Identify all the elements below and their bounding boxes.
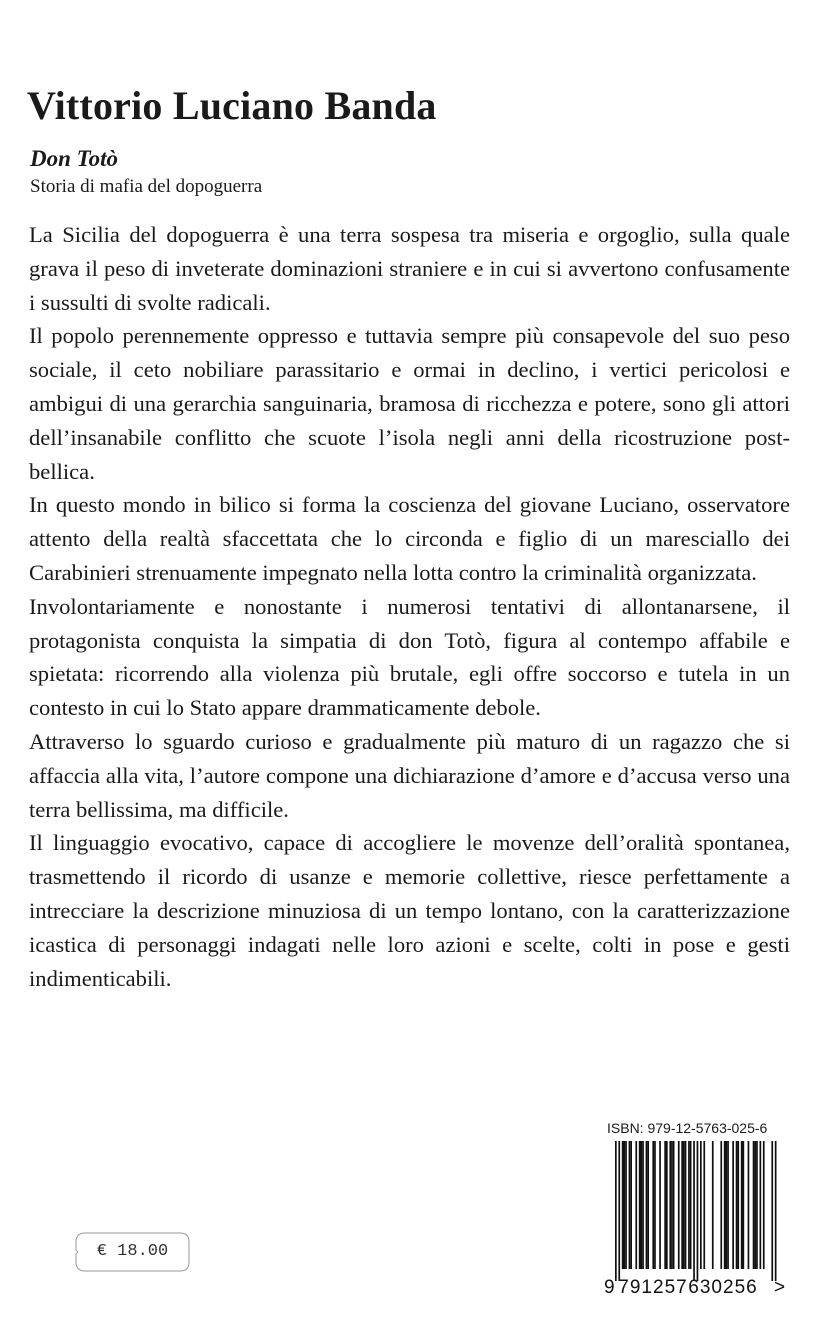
barcode-bar	[630, 1141, 632, 1269]
barcode-bar	[760, 1141, 762, 1269]
barcode-bar	[690, 1141, 692, 1269]
barcode-bar	[671, 1141, 673, 1269]
barcode-bar	[703, 1141, 705, 1269]
blurb-paragraph: Attraverso lo sguardo curioso e gradualmente più maturo di un ragazzo che si affaccia alla vita, l’autore compone una dichiarazione d’amore e d’accusa verso una terra bellissima, ma difficile.	[29, 728, 790, 822]
barcode-right-digits: 630256	[688, 1277, 758, 1298]
barcode-bar	[736, 1141, 738, 1269]
barcode-bar	[669, 1141, 671, 1269]
barcode-bar	[654, 1141, 656, 1269]
price-label: € 18.00	[96, 1242, 169, 1261]
barcode-quiet-marker: >	[774, 1277, 786, 1298]
barcode-bar	[683, 1141, 685, 1269]
barcode-bar	[748, 1141, 750, 1269]
author-name: Vittorio Luciano Banda	[27, 83, 437, 128]
book-subtitle: Storia di mafia del dopoguerra	[30, 176, 263, 197]
barcode-bar	[771, 1141, 773, 1281]
barcode-bar	[673, 1141, 675, 1269]
barcode-bar	[647, 1141, 649, 1269]
barcode-bar	[737, 1141, 739, 1269]
isbn-barcode	[600, 1141, 788, 1298]
barcode-bar	[625, 1141, 627, 1269]
blurb-paragraph: Involontariamente e nonostante i numerosi tentativi di allontanarsene, il protagonista conquista la simpatia di don Totò, figura al contempo affabile e spietata: ricorrendo alla violenza più brutale, egli offre soccorso e tutela in un contesto in cui lo Stato appare drammaticamente debole.	[29, 593, 790, 721]
barcode-bar	[726, 1141, 728, 1269]
barcode-bar	[678, 1141, 680, 1269]
barcode-bar	[727, 1141, 729, 1269]
barcode-bar	[666, 1141, 668, 1269]
blurb-paragraph: In questo mondo in bilico si forma la coscienza del giovane Luciano, osservatore attento della realtà sfaccettata che lo circonda e figlio di un maresciallo dei Carabinieri strenuamente impegnato nella lotta contro la criminalità organizzata.	[29, 492, 790, 585]
barcode-lead-digit: 9	[604, 1277, 615, 1298]
barcode-bar	[622, 1141, 624, 1269]
barcode-bar	[720, 1141, 722, 1269]
barcode-bar	[753, 1141, 755, 1269]
barcode-bar	[763, 1141, 765, 1269]
barcode-bar	[700, 1141, 702, 1269]
barcode-left-digits: 791257	[618, 1277, 688, 1298]
isbn-label: ISBN: 979-12-5763-025-6	[607, 1120, 768, 1136]
barcode-bar	[743, 1141, 745, 1269]
barcode-bar	[629, 1141, 631, 1269]
barcode-bar	[646, 1141, 648, 1269]
blurb-paragraph: Il popolo perennemente oppresso e tuttavia sempre più consapevole del suo peso sociale, il ceto nobiliare parassitario e ormai in declino, i vertici pericolosi e ambigui di una gerarchia sanguinaria, bramosa di ricchezza e potere, sono gli attori dell’insanabile conflitto che scuote l’isola negli anni della ricostruzione post-bellica.	[29, 323, 790, 484]
barcode-bar	[685, 1141, 687, 1269]
barcode-bar	[724, 1141, 726, 1269]
barcode-bar	[741, 1141, 743, 1269]
barcode-bar	[618, 1141, 620, 1281]
blurb-paragraph: La Sicilia del dopoguerra è una terra sospesa tra miseria e orgoglio, sulla quale grava il peso di inveterate dominazioni straniere e in cui si avvertono confusamente i sussulti di svolte radicali.	[29, 222, 790, 315]
barcode-bar	[624, 1141, 626, 1269]
barcode-bar	[635, 1141, 637, 1269]
barcode-bar	[688, 1141, 690, 1269]
barcode-bar	[697, 1141, 699, 1281]
barcode-bar	[664, 1141, 666, 1269]
price-tag	[75, 1232, 190, 1272]
barcode-bar	[652, 1141, 654, 1269]
blurb-paragraph: Il linguaggio evocativo, capace di accogliere le movenze dell’oralità spontanea, trasmettendo il ricordo di usanze e memorie collettive, riesce perfettamente a intrecciare la descrizione minuziosa di un tempo lontano, con la caratterizzazione icastica di personaggi indagati nelle loro azioni e scelte, colti in pose e gesti indimenticabili.	[29, 830, 790, 991]
barcode-bar	[681, 1141, 683, 1269]
barcode-bar	[615, 1141, 617, 1281]
barcode-bar	[641, 1141, 643, 1269]
barcode-bar	[642, 1141, 644, 1269]
barcode-bar	[754, 1141, 756, 1269]
barcode-bar	[659, 1141, 661, 1269]
barcode-bar	[732, 1141, 734, 1269]
barcode-bar	[775, 1141, 777, 1281]
barcode-bar	[693, 1141, 695, 1281]
barcode-bar	[712, 1141, 714, 1269]
barcode-bar	[756, 1141, 758, 1269]
barcode-bar	[639, 1141, 641, 1269]
blurb-text	[29, 218, 790, 995]
book-title: Don Totò	[30, 146, 118, 171]
